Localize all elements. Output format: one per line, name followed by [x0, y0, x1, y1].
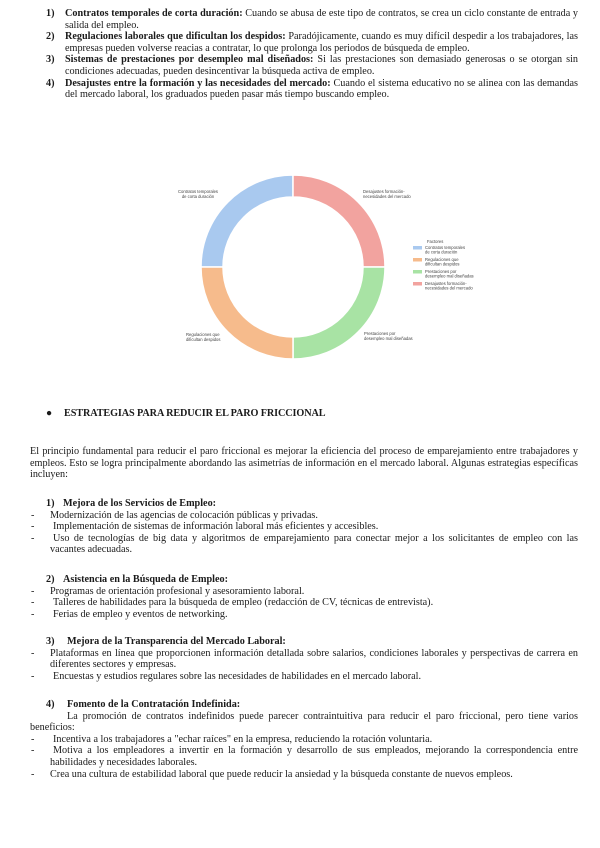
strategy-heading [30, 574, 578, 586]
list-item-text: Incentiva a los trabajadores a "echar raíces" en la empresa, reduciendo la rotación voluntaria. [53, 733, 433, 745]
list-item-text: Paradójicamente, cuando es muy difícil despedir a los trabajadores, las empresas pueden volverse reacias a contratar, lo que prolonga los periodos de búsqueda de empleo. [65, 31, 578, 54]
list-item-text: Uso de tecnologías de big data y algoritmos de emparejamiento para conectar mejor a los solicitantes de empleo con las vacantes adecuadas. [50, 532, 578, 556]
dash-marker: - [31, 768, 35, 780]
donut-slice [293, 267, 385, 359]
strategy-title: Asistencia en la Búsqueda de Empleo: [63, 574, 228, 585]
list-item [30, 648, 578, 671]
legend-label: de corta duración [425, 249, 458, 255]
legend-label: desempleo mal diseñadas [425, 273, 474, 279]
dash-marker: - [31, 597, 35, 609]
legend-swatch [413, 282, 422, 286]
legend-label: Regulaciones que [425, 257, 459, 262]
list-item-text: Motiva a los empleadores a invertir en la formación y desarrollo de sus empleados, mejorando la correspondencia entre habilidades y necesidades laborales. [50, 745, 578, 768]
slice-label: desempleo mal diseñadas [364, 336, 413, 341]
list-item-text: Modernización de las agencias de colocación públicas y privadas. [50, 509, 318, 521]
list-item-text: Plataformas en línea que proporcionen información detallada sobre salarios, condiciones laborales y perspectivas de carrera en diferentes sectores y empresas. [50, 647, 578, 671]
donut-slice [201, 267, 293, 359]
strategy-heading [30, 498, 578, 510]
legend-label: Prestaciones por [425, 269, 457, 274]
legend-swatch [413, 258, 422, 262]
list-item-title: Sistemas de prestaciones por desempleo mal diseñados: [65, 54, 314, 66]
dash-marker: - [31, 647, 35, 659]
slice-label: Desajustes formación- [363, 189, 405, 194]
list-item [30, 78, 578, 101]
list-item [30, 586, 578, 598]
list-item [30, 671, 578, 683]
list-item-text: Implementación de sistemas de información laboral más eficientes y accesibles. [53, 521, 379, 533]
list-item-text: Ferias de empleo y eventos de networking. [53, 608, 228, 620]
list-item [30, 54, 578, 77]
strategy-block [30, 574, 578, 620]
strategy-title: Mejora de la Transparencia del Mercado Laboral: [67, 636, 286, 647]
strategy-title: Mejora de los Servicios de Empleo: [63, 498, 217, 509]
strategy-title: Fomento de la Contratación Indefinida: [67, 699, 241, 710]
list-item-text: Cuando se abusa de este tipo de contratos, se crea un ciclo constante de entrada y salida del empleo. [65, 8, 578, 31]
dash-marker: - [31, 733, 35, 745]
list-item [30, 521, 578, 533]
strategy-number: 2) [46, 574, 55, 585]
list-item-title: Contratos temporales de corta duración: [65, 8, 243, 19]
list-number: 2) [46, 31, 55, 43]
dash-marker: - [31, 585, 35, 597]
strategy-block [30, 636, 578, 682]
legend-label: Desajustes formación- [425, 281, 467, 286]
dash-marker: - [31, 745, 35, 757]
section-intro: El principio fundamental para reducir el paro friccional es mejorar la eficiencia del proceso de emparejamiento entre trabajadores y empleos. Esto se logra principalmente abordando las asimetrías de información en el mercado laboral. Algunas estrategias específicas incluyen: [30, 446, 578, 481]
list-item [30, 31, 578, 54]
list-item [30, 597, 578, 609]
list-item [30, 769, 578, 781]
strategy-number: 1) [46, 498, 55, 509]
list-item [30, 609, 578, 621]
dash-marker: - [31, 670, 35, 682]
slice-label: de corta duración [181, 194, 215, 199]
dash-marker: - [31, 509, 35, 521]
list-item-text: Cuando el sistema educativo no se alinea con las demandas del mercado laboral, los graduados pueden pasar más tiempo buscando empleo. [65, 77, 578, 101]
slice-label: Regulaciones que [186, 332, 220, 337]
legend-swatch [413, 246, 422, 250]
list-item [30, 745, 578, 768]
factors-donut-chart [160, 163, 490, 363]
dash-marker: - [31, 521, 35, 533]
list-item [30, 510, 578, 522]
strategy-block [30, 498, 578, 556]
section-title: ESTRATEGIAS PARA REDUCIR EL PARO FRICCIONAL [64, 408, 326, 419]
list-item-title: Desajustes entre la formación y las necesidades del mercado: [65, 77, 331, 89]
legend-label: Contratos temporales [425, 245, 466, 250]
strategy-number: 4) [46, 699, 55, 710]
strategy-paragraph: La promoción de contratos indefinidos puede parecer contraintuitiva para reducir el paro friccional, pero tiene varios beneficios: [30, 710, 578, 734]
strategy-heading [30, 699, 578, 711]
strategy-heading [30, 636, 578, 648]
slice-label: Contratos temporales [177, 189, 219, 194]
legend-swatch [413, 270, 422, 274]
slice-label: dificultan despidos [186, 337, 221, 342]
list-item-text: Talleres de habilidades para la búsqueda de empleo (redacción de CV, técnicas de entrevista). [53, 597, 434, 609]
dash-marker: - [31, 608, 35, 620]
legend-title: Factores [427, 239, 444, 244]
list-number: 3) [46, 54, 55, 66]
list-item-text: Programas de orientación profesional y asesoramiento laboral. [50, 585, 305, 597]
legend-label: dificultan despidos [425, 261, 460, 267]
list-number: 4) [46, 77, 55, 89]
list-item-text: Encuestas y estudios regulares sobre las necesidades de habilidades en el mercado laboral. [53, 670, 422, 682]
slice-label: Prestaciones por [364, 331, 396, 336]
list-item-text: Crea una cultura de estabilidad laboral que puede reducir la ansiedad y la búsqueda constante de nuevos empleos. [50, 768, 513, 780]
strategy-number: 3) [46, 636, 55, 647]
slice-label: necesidades del mercado [363, 194, 411, 199]
list-item-title: Regulaciones laborales que dificultan los despidos: [65, 31, 286, 43]
causes-list [30, 8, 578, 101]
strategy-block [30, 699, 578, 780]
list-item [30, 8, 578, 31]
list-item [30, 533, 578, 556]
bullet-icon: ● [46, 408, 53, 419]
legend-label: necesidades del mercado [425, 285, 473, 291]
list-item [30, 734, 578, 746]
dash-marker: - [31, 532, 35, 544]
list-item-text: Si las prestaciones son demasiado generosas o se otorgan sin condiciones adecuadas, pueden desincentivar la búsqueda activa de empleo. [65, 54, 578, 77]
list-number: 1) [46, 8, 55, 19]
